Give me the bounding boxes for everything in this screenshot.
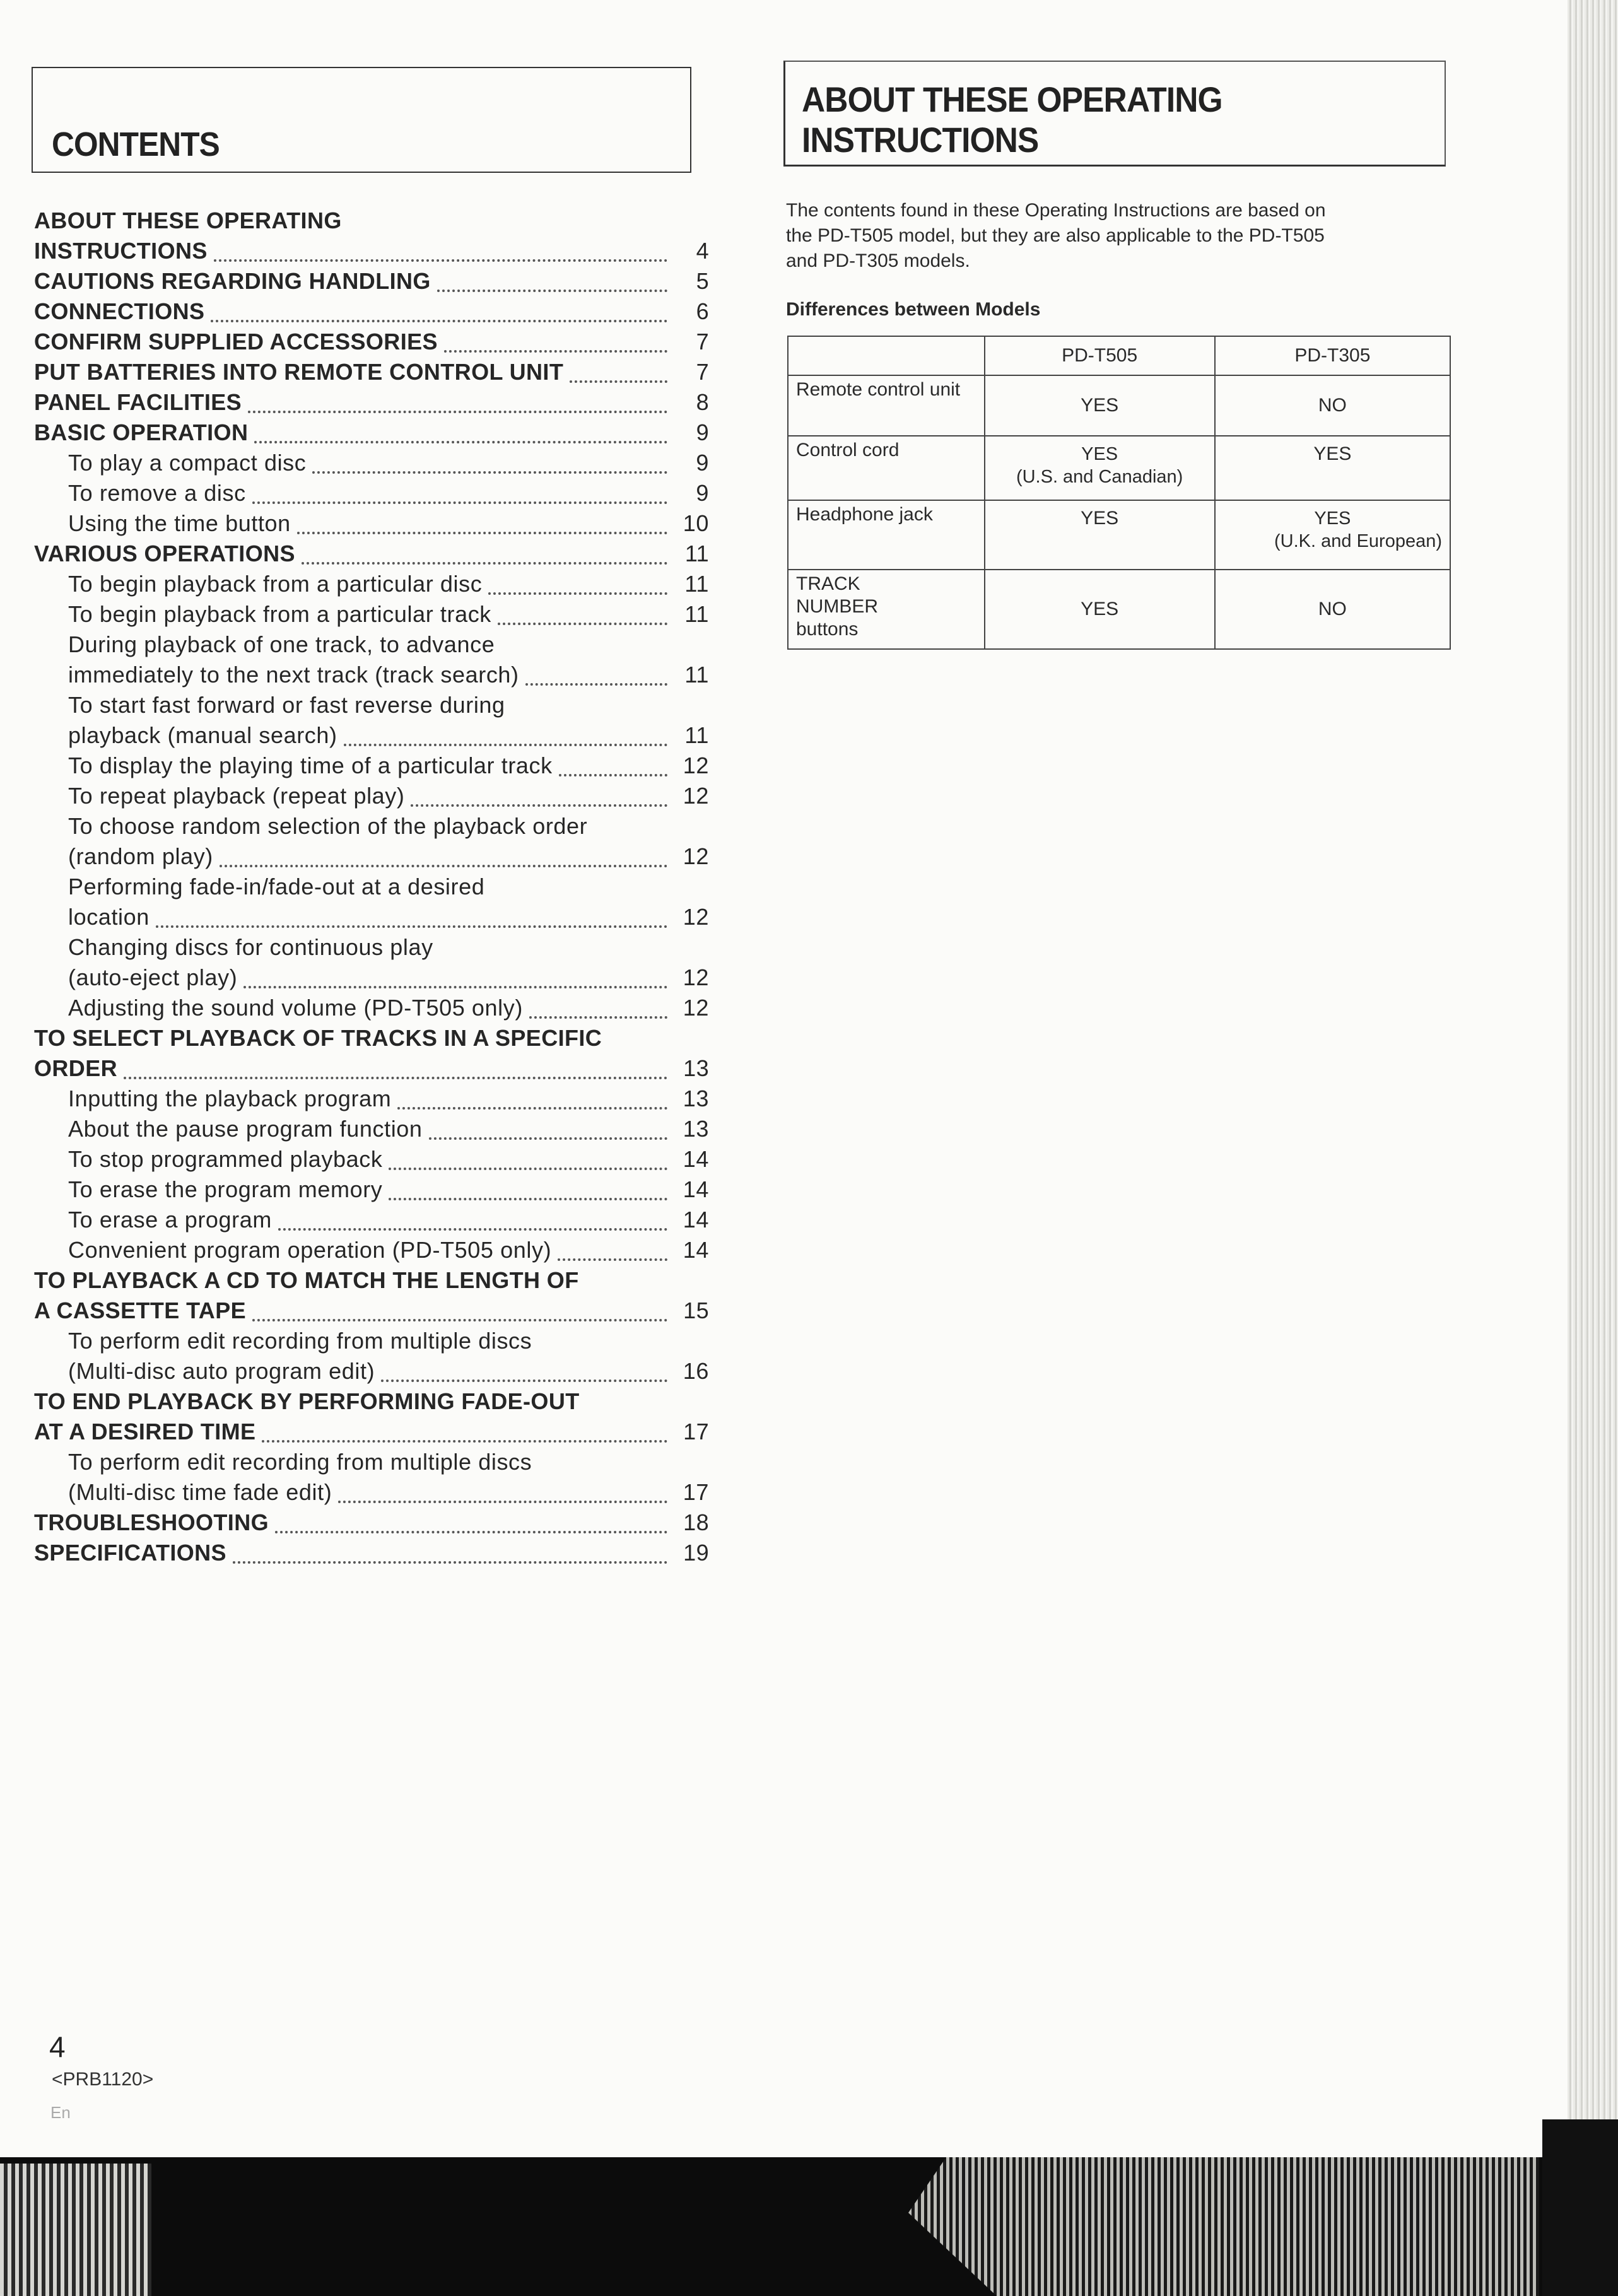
- toc-leader-dots: [124, 1070, 667, 1079]
- about-title-line-2: INSTRUCTIONS: [802, 120, 1039, 160]
- table-row: [788, 436, 1450, 500]
- toc-page-number: 12: [683, 964, 709, 990]
- value: YES: [1081, 599, 1119, 619]
- toc-entry-line: [68, 630, 709, 660]
- toc-label: AT A DESIRED TIME: [34, 1419, 256, 1444]
- toc-leader-dots: [214, 253, 667, 262]
- toc-leader-dots: [444, 344, 667, 353]
- toc-label: BASIC OPERATION: [34, 419, 249, 445]
- toc-entry-line: [34, 1053, 709, 1084]
- toc-page-number: 14: [683, 1237, 709, 1263]
- toc-entry-line: [34, 1296, 709, 1326]
- toc-leader-dots: [397, 1101, 667, 1110]
- toc-entry-line: [34, 296, 709, 327]
- toc-leader-dots: [248, 404, 667, 413]
- toc-page-number: 11: [684, 722, 709, 748]
- toc-leader-dots: [498, 616, 667, 625]
- intro-line-3: and PD-T305 models.: [786, 250, 970, 271]
- toc-entry: [34, 508, 709, 539]
- header-cell-pd-t305: PD-T305: [1215, 336, 1450, 375]
- toc-entry: [34, 1174, 709, 1205]
- toc-label: To erase the program memory: [68, 1176, 383, 1202]
- toc-leader-dots: [529, 1010, 667, 1019]
- toc-label: Adjusting the sound volume (PD-T505 only): [68, 995, 523, 1021]
- toc-label: (Multi-disc time fade edit): [68, 1479, 332, 1505]
- toc-entry-line: [34, 327, 709, 357]
- toc-entry-line: [34, 418, 709, 448]
- toc-entry: [34, 236, 709, 266]
- toc-entry-line: [34, 206, 709, 236]
- value: YES: [1314, 508, 1351, 529]
- toc-label: Changing discs for continuous play: [68, 934, 433, 960]
- toc-label: Using the time button: [68, 510, 291, 536]
- toc-entry-line: [34, 1508, 709, 1538]
- toc-page-number: 10: [683, 510, 709, 536]
- table-header-row: [788, 336, 1450, 375]
- intro-line-1: The contents found in these Operating Instructions are based on: [786, 200, 1326, 221]
- toc-entry-line: [68, 660, 709, 690]
- toc-entry-line: [68, 841, 709, 872]
- toc-entry: [34, 327, 709, 357]
- toc-page-number: 11: [684, 541, 709, 566]
- page-number: 4: [49, 2030, 66, 2063]
- toc-label: To begin playback from a particular disc: [68, 571, 483, 597]
- toc-page-number: 11: [684, 571, 709, 597]
- toc-page-number: 13: [683, 1055, 709, 1081]
- toc-page-number: 6: [696, 298, 709, 324]
- toc-leader-dots: [344, 737, 667, 746]
- feature-label: TRACK NUMBER buttons: [796, 573, 879, 640]
- contents-title: CONTENTS: [52, 126, 220, 163]
- toc-entry: [34, 1053, 709, 1084]
- toc-entry-line: [34, 539, 709, 569]
- toc-entry-line: [68, 599, 709, 630]
- toc-entry-line: [34, 387, 709, 418]
- toc-entry: [34, 296, 709, 327]
- toc-entry: [34, 872, 709, 902]
- toc-entry-line: [68, 811, 709, 841]
- table-row: [788, 570, 1450, 649]
- toc-entry: [34, 811, 709, 841]
- toc-leader-dots: [156, 919, 667, 928]
- toc-label: TO PLAYBACK A CD TO MATCH THE LENGTH OF: [34, 1267, 579, 1293]
- toc-leader-dots: [252, 495, 667, 504]
- table-row: [788, 375, 1450, 436]
- toc-entry: [34, 1477, 709, 1508]
- toc-entry: [34, 1417, 709, 1447]
- toc-label: To perform edit recording from multiple discs: [68, 1449, 532, 1475]
- toc-entry: [34, 630, 709, 660]
- toc-leader-dots: [570, 374, 667, 383]
- t505-cell: [985, 500, 1215, 570]
- toc-leader-dots: [381, 1373, 667, 1382]
- toc-page-number: 19: [683, 1540, 709, 1566]
- toc-label: ORDER: [34, 1055, 118, 1081]
- toc-label: Inputting the playback program: [68, 1086, 392, 1111]
- toc-entry-line: [68, 781, 709, 811]
- toc-entry-line: [68, 751, 709, 781]
- toc-leader-dots: [338, 1494, 667, 1503]
- toc-entry-line: [34, 1386, 709, 1417]
- header-cell-pd-t505: PD-T505: [985, 336, 1215, 375]
- note: (U.S. and Canadian): [1016, 467, 1183, 487]
- toc-entry-line: [68, 690, 709, 720]
- toc-page-number: 17: [683, 1419, 709, 1444]
- toc-leader-dots: [302, 556, 667, 565]
- toc-leader-dots: [389, 1161, 667, 1170]
- toc-label: immediately to the next track (track search): [68, 662, 519, 688]
- toc-entry: [34, 418, 709, 448]
- toc-page-number: 7: [696, 329, 709, 354]
- toc-leader-dots: [278, 1222, 667, 1231]
- toc-page-number: 5: [696, 268, 709, 294]
- feature-cell: [788, 570, 985, 649]
- toc-label: PANEL FACILITIES: [34, 389, 242, 415]
- toc-page-number: 11: [684, 601, 709, 627]
- toc-entry-line: [68, 1356, 709, 1386]
- toc-page-number: 12: [683, 843, 709, 869]
- toc-entry-line: [34, 266, 709, 296]
- toc-label: INSTRUCTIONS: [34, 238, 208, 264]
- toc-entry-line: [68, 1114, 709, 1144]
- toc-leader-dots: [211, 313, 667, 322]
- toc-entry: [34, 599, 709, 630]
- toc-entry: [34, 1144, 709, 1174]
- feature-cell: Control cord: [788, 436, 985, 500]
- scan-corner-dark: [1542, 2119, 1618, 2296]
- about-title-line-1: ABOUT THESE OPERATING: [802, 79, 1222, 119]
- toc-entry: [34, 1356, 709, 1386]
- intro-line-2: the PD-T505 model, but they are also applicable to the PD-T505: [786, 225, 1325, 246]
- toc-entry: [34, 1296, 709, 1326]
- toc-label: During playback of one track, to advance: [68, 631, 495, 657]
- toc-label: Convenient program operation (PD-T505 only): [68, 1237, 552, 1263]
- about-header-box: [783, 61, 1446, 167]
- t305-cell: [1215, 436, 1450, 500]
- toc-entry: [34, 1386, 709, 1417]
- toc-leader-dots: [252, 1313, 667, 1321]
- toc-leader-dots: [558, 1252, 667, 1261]
- toc-page-number: 14: [683, 1207, 709, 1233]
- toc-label: About the pause program function: [68, 1116, 423, 1142]
- t505-cell: [985, 375, 1215, 436]
- toc-page-number: 12: [683, 753, 709, 778]
- toc-entry: [34, 266, 709, 296]
- toc-entry: [34, 539, 709, 569]
- value: NO: [1318, 395, 1347, 416]
- toc-page-number: 8: [696, 389, 709, 415]
- about-intro-paragraph: [786, 198, 1455, 274]
- toc-entry-line: [68, 448, 709, 478]
- toc-entry: [34, 1084, 709, 1114]
- toc-page-number: 15: [683, 1297, 709, 1323]
- toc-entry: [34, 690, 709, 720]
- toc-label: To stop programmed playback: [68, 1146, 383, 1172]
- toc-leader-dots: [243, 980, 667, 988]
- toc-label: VARIOUS OPERATIONS: [34, 541, 295, 566]
- toc-page-number: 18: [683, 1509, 709, 1535]
- toc-leader-dots: [411, 798, 667, 807]
- scan-stripes-middle: [908, 2157, 1539, 2296]
- toc-entry: [34, 357, 709, 387]
- toc-entry: [34, 932, 709, 963]
- toc-label: (random play): [68, 843, 213, 869]
- toc-page-number: 4: [696, 238, 709, 264]
- table-row: [788, 500, 1450, 570]
- toc-entry: [34, 1538, 709, 1568]
- toc-label: playback (manual search): [68, 722, 337, 748]
- t505-cell: [985, 570, 1215, 649]
- table-of-contents: [34, 206, 709, 1568]
- toc-leader-dots: [312, 465, 667, 474]
- toc-entry-line: [34, 1023, 709, 1053]
- toc-page-number: 17: [683, 1479, 709, 1505]
- t305-cell: [1215, 375, 1450, 436]
- toc-entry: [34, 1023, 709, 1053]
- toc-label: PUT BATTERIES INTO REMOTE CONTROL UNIT: [34, 359, 564, 385]
- toc-label: To choose random selection of the playback order: [68, 813, 588, 839]
- toc-leader-dots: [220, 858, 667, 867]
- t305-cell: [1215, 570, 1450, 649]
- toc-entry: [34, 720, 709, 751]
- note: (U.K. and European): [1274, 531, 1442, 551]
- toc-page-number: 9: [696, 419, 709, 445]
- toc-entry: [34, 1235, 709, 1265]
- toc-label: To remove a disc: [68, 480, 246, 506]
- differences-heading: Differences between Models: [786, 299, 1041, 320]
- toc-entry: [34, 448, 709, 478]
- toc-leader-dots: [262, 1434, 667, 1443]
- toc-label: To erase a program: [68, 1207, 272, 1233]
- toc-entry: [34, 1114, 709, 1144]
- toc-label: TROUBLESHOOTING: [34, 1509, 269, 1535]
- toc-label: (auto-eject play): [68, 964, 238, 990]
- toc-label: To play a compact disc: [68, 450, 307, 476]
- toc-entry-line: [68, 1235, 709, 1265]
- toc-entry: [34, 1265, 709, 1296]
- value: YES: [1081, 508, 1119, 529]
- toc-entry-line: [34, 357, 709, 387]
- toc-page-number: 14: [683, 1176, 709, 1202]
- toc-leader-dots: [275, 1525, 667, 1533]
- toc-entry-line: [68, 720, 709, 751]
- toc-page-number: 13: [683, 1116, 709, 1142]
- toc-label: To perform edit recording from multiple discs: [68, 1328, 532, 1354]
- toc-label: CONNECTIONS: [34, 298, 205, 324]
- toc-entry-line: [68, 1144, 709, 1174]
- toc-entry: [34, 1205, 709, 1235]
- toc-label: To start fast forward or fast reverse during: [68, 692, 505, 718]
- toc-entry-line: [68, 569, 709, 599]
- toc-entry-line: [34, 1538, 709, 1568]
- toc-entry-line: [68, 932, 709, 963]
- toc-leader-dots: [559, 768, 667, 776]
- toc-entry: [34, 206, 709, 236]
- toc-entry: [34, 902, 709, 932]
- toc-page-number: 16: [683, 1358, 709, 1384]
- toc-label: location: [68, 904, 149, 930]
- toc-page-number: 13: [683, 1086, 709, 1111]
- toc-entry-line: [68, 1326, 709, 1356]
- toc-label: To repeat playback (repeat play): [68, 783, 405, 809]
- toc-label: TO SELECT PLAYBACK OF TRACKS IN A SPECIFIC: [34, 1025, 602, 1051]
- toc-page-number: 12: [683, 783, 709, 809]
- t305-cell: [1215, 500, 1450, 570]
- toc-page-number: 7: [696, 359, 709, 385]
- toc-label: CAUTIONS REGARDING HANDLING: [34, 268, 431, 294]
- toc-entry: [34, 1447, 709, 1477]
- toc-entry-line: [68, 1205, 709, 1235]
- toc-entry-line: [68, 902, 709, 932]
- toc-label: To begin playback from a particular track: [68, 601, 491, 627]
- toc-entry: [34, 1508, 709, 1538]
- toc-leader-dots: [254, 435, 667, 443]
- toc-entry: [34, 660, 709, 690]
- document-code: <PRB1120>: [52, 2069, 154, 2090]
- toc-label: ABOUT THESE OPERATING: [34, 208, 342, 233]
- toc-entry-line: [34, 236, 709, 266]
- t505-cell: [985, 436, 1215, 500]
- toc-entry-line: [68, 1447, 709, 1477]
- toc-leader-dots: [389, 1192, 667, 1200]
- value: NO: [1318, 599, 1347, 619]
- toc-page-number: 12: [683, 904, 709, 930]
- toc-page-number: 14: [683, 1146, 709, 1172]
- toc-entry-line: [68, 993, 709, 1023]
- scan-edge-right: [1568, 0, 1618, 2157]
- toc-label: (Multi-disc auto program edit): [68, 1358, 375, 1384]
- toc-entry: [34, 841, 709, 872]
- feature-cell: Headphone jack: [788, 500, 985, 570]
- toc-entry: [34, 569, 709, 599]
- toc-label: To display the playing time of a particular track: [68, 753, 553, 778]
- value: YES: [1313, 443, 1352, 464]
- toc-label: CONFIRM SUPPLIED ACCESSORIES: [34, 329, 438, 354]
- toc-entry: [34, 751, 709, 781]
- toc-entry-line: [34, 1417, 709, 1447]
- toc-entry-line: [68, 1174, 709, 1205]
- value: YES: [1081, 444, 1118, 464]
- toc-entry-line: [34, 1265, 709, 1296]
- toc-entry-line: [68, 872, 709, 902]
- toc-leader-dots: [525, 677, 667, 686]
- toc-entry-line: [68, 1477, 709, 1508]
- language-code: En: [50, 2103, 71, 2122]
- feature-cell: Remote control unit: [788, 375, 985, 436]
- toc-entry: [34, 1326, 709, 1356]
- toc-entry: [34, 387, 709, 418]
- toc-page-number: 12: [683, 995, 709, 1021]
- toc-entry: [34, 478, 709, 508]
- toc-label: SPECIFICATIONS: [34, 1540, 226, 1566]
- toc-entry: [34, 993, 709, 1023]
- toc-label: A CASSETTE TAPE: [34, 1297, 247, 1323]
- toc-leader-dots: [488, 586, 667, 595]
- toc-leader-dots: [437, 283, 667, 292]
- toc-leader-dots: [297, 525, 667, 534]
- toc-entry-line: [68, 478, 709, 508]
- toc-entry: [34, 963, 709, 993]
- toc-label: TO END PLAYBACK BY PERFORMING FADE-OUT: [34, 1388, 580, 1414]
- contents-header-box: [32, 67, 691, 173]
- model-differences-table: [787, 336, 1451, 650]
- toc-page-number: 9: [696, 480, 709, 506]
- about-title: [802, 79, 1222, 160]
- toc-page-number: 11: [684, 662, 709, 688]
- value: YES: [1081, 395, 1119, 416]
- toc-entry-line: [68, 508, 709, 539]
- toc-label: Performing fade-in/fade-out at a desired: [68, 874, 485, 899]
- scan-stripes-left: [0, 2164, 151, 2296]
- toc-leader-dots: [429, 1131, 667, 1140]
- toc-entry-line: [68, 1084, 709, 1114]
- header-cell-empty: [788, 336, 985, 375]
- toc-page-number: 9: [696, 450, 709, 476]
- toc-leader-dots: [233, 1555, 667, 1564]
- toc-entry-line: [68, 963, 709, 993]
- toc-entry: [34, 781, 709, 811]
